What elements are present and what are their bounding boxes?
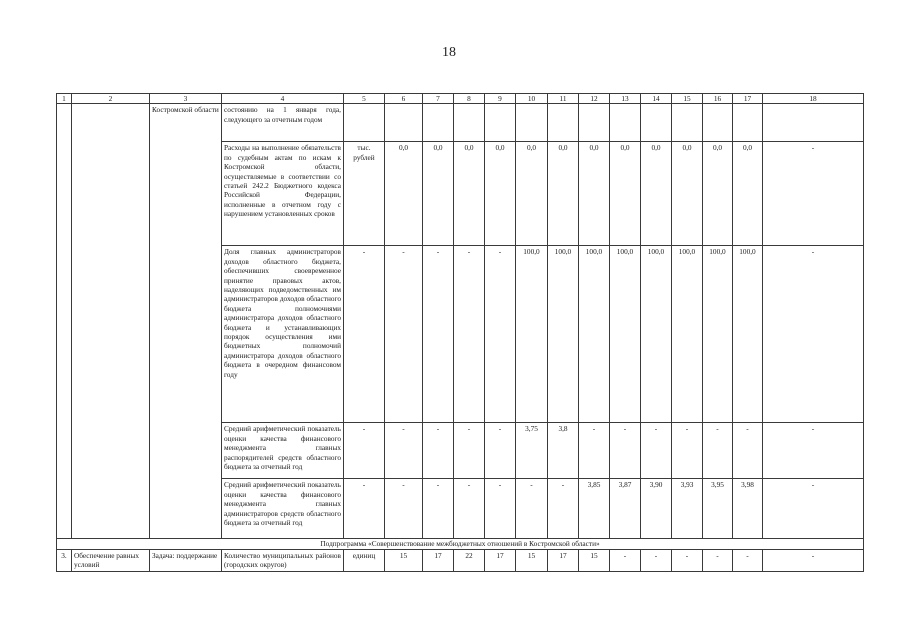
value-cell: 0,0 bbox=[733, 142, 763, 246]
header-cell: 18 bbox=[763, 94, 864, 104]
value-cell bbox=[579, 104, 610, 142]
value-cell: - bbox=[423, 423, 454, 479]
note-cell: - bbox=[763, 479, 864, 539]
value-cell bbox=[610, 104, 641, 142]
value-cell: 0,0 bbox=[672, 142, 703, 246]
value-cell bbox=[385, 104, 423, 142]
value-cell: - bbox=[516, 479, 548, 539]
indicator-name: состоянию на 1 января года, следующего за отчетным годом bbox=[222, 104, 344, 142]
header-cell: 10 bbox=[516, 94, 548, 104]
value-cell: - bbox=[548, 479, 579, 539]
value-cell bbox=[672, 104, 703, 142]
value-cell: - bbox=[385, 246, 423, 423]
value-cell: 3,90 bbox=[641, 479, 672, 539]
value-cell: - bbox=[423, 479, 454, 539]
value-cell bbox=[641, 104, 672, 142]
value-cell bbox=[548, 104, 579, 142]
value-cell: 3,75 bbox=[516, 423, 548, 479]
note-cell: - bbox=[763, 246, 864, 423]
value-cell: - bbox=[672, 549, 703, 571]
value-cell bbox=[516, 104, 548, 142]
value-cell: 3,93 bbox=[672, 479, 703, 539]
indicator-name: Количество муниципальных районов (городских округов) bbox=[222, 549, 344, 571]
value-cell: 0,0 bbox=[485, 142, 516, 246]
value-cell: 15 bbox=[516, 549, 548, 571]
note-cell: - bbox=[763, 423, 864, 479]
value-cell: 0,0 bbox=[454, 142, 485, 246]
value-cell: 3,95 bbox=[703, 479, 733, 539]
value-cell: - bbox=[641, 549, 672, 571]
header-cell: 8 bbox=[454, 94, 485, 104]
value-cell: 0,0 bbox=[579, 142, 610, 246]
header-cell: 4 bbox=[222, 94, 344, 104]
value-cell: - bbox=[703, 423, 733, 479]
header-cell: 11 bbox=[548, 94, 579, 104]
value-cell bbox=[485, 104, 516, 142]
task-cell: Костромской области bbox=[150, 104, 222, 539]
value-cell: - bbox=[385, 423, 423, 479]
value-cell: - bbox=[579, 423, 610, 479]
unit-cell: единиц bbox=[344, 549, 385, 571]
indicators-table bbox=[56, 93, 864, 572]
goal-cell bbox=[72, 104, 150, 539]
page-number: 18 bbox=[442, 45, 456, 60]
value-cell: - bbox=[703, 549, 733, 571]
header-cell: 1 bbox=[57, 94, 72, 104]
note-cell: - bbox=[763, 549, 864, 571]
value-cell: 0,0 bbox=[385, 142, 423, 246]
indicator-name: Расходы на выполнение обязательств по судебным актам по искам к Костромской области, осуществляемые в соответствии со статьей 242.2 Бюджетного кодекса Российской Федерации, исполненные в отчетном году с нарушением установленных сроков bbox=[222, 142, 344, 246]
header-cell: 6 bbox=[385, 94, 423, 104]
header-cell: 12 bbox=[579, 94, 610, 104]
value-cell: - bbox=[454, 423, 485, 479]
value-cell: 100,0 bbox=[641, 246, 672, 423]
value-cell: 15 bbox=[579, 549, 610, 571]
value-cell: - bbox=[423, 246, 454, 423]
unit-cell: - bbox=[344, 423, 385, 479]
row-number-cell: 3. bbox=[57, 549, 72, 571]
value-cell: - bbox=[672, 423, 703, 479]
value-cell: 0,0 bbox=[641, 142, 672, 246]
value-cell: - bbox=[610, 549, 641, 571]
header-cell: 5 bbox=[344, 94, 385, 104]
value-cell: - bbox=[454, 479, 485, 539]
value-cell bbox=[703, 104, 733, 142]
unit-cell bbox=[344, 104, 385, 142]
value-cell bbox=[423, 104, 454, 142]
task-cell: Задача: поддержание bbox=[150, 549, 222, 571]
value-cell: - bbox=[733, 423, 763, 479]
unit-cell: - bbox=[344, 479, 385, 539]
value-cell: - bbox=[485, 479, 516, 539]
value-cell: 100,0 bbox=[548, 246, 579, 423]
header-cell: 17 bbox=[733, 94, 763, 104]
header-cell: 3 bbox=[150, 94, 222, 104]
value-cell: - bbox=[733, 549, 763, 571]
value-cell: 100,0 bbox=[703, 246, 733, 423]
value-cell: 15 bbox=[385, 549, 423, 571]
value-cell: 0,0 bbox=[703, 142, 733, 246]
table-row bbox=[57, 549, 864, 571]
value-cell: - bbox=[385, 479, 423, 539]
value-cell: - bbox=[485, 246, 516, 423]
header-row bbox=[57, 94, 864, 104]
value-cell: 17 bbox=[423, 549, 454, 571]
value-cell: 100,0 bbox=[579, 246, 610, 423]
value-cell bbox=[454, 104, 485, 142]
value-cell: 17 bbox=[485, 549, 516, 571]
note-cell: - bbox=[763, 142, 864, 246]
goal-cell: Обеспечение равных условий bbox=[72, 549, 150, 571]
subprogram-row bbox=[57, 539, 864, 549]
value-cell: - bbox=[610, 423, 641, 479]
value-cell: 100,0 bbox=[672, 246, 703, 423]
value-cell: 22 bbox=[454, 549, 485, 571]
table-row bbox=[57, 104, 864, 142]
header-cell: 13 bbox=[610, 94, 641, 104]
header-cell: 9 bbox=[485, 94, 516, 104]
unit-cell: - bbox=[344, 246, 385, 423]
subprogram-title: Подпрограмма «Совершенствование межбюджетных отношений в Костромской области» bbox=[57, 539, 864, 549]
indicator-name: Доля главных администраторов доходов областного бюджета, обеспечивших своевременное принятие правовых актов, наделяющих подведомственных им администраторов доходов областного бюджета полномочиями администратора доходов областного бюджета и устанавливающих порядок осуществления ими бюджетных полномочий администратора доходов областного бюджета в очередном финансовом году bbox=[222, 246, 344, 423]
value-cell: 17 bbox=[548, 549, 579, 571]
value-cell: 0,0 bbox=[423, 142, 454, 246]
value-cell: 3,98 bbox=[733, 479, 763, 539]
value-cell: 3,8 bbox=[548, 423, 579, 479]
header-cell: 15 bbox=[672, 94, 703, 104]
value-cell: 0,0 bbox=[610, 142, 641, 246]
value-cell: - bbox=[641, 423, 672, 479]
value-cell: 100,0 bbox=[610, 246, 641, 423]
value-cell: - bbox=[485, 423, 516, 479]
unit-cell: тыс. рублей bbox=[344, 142, 385, 246]
value-cell: 100,0 bbox=[516, 246, 548, 423]
value-cell bbox=[733, 104, 763, 142]
indicator-name: Средний арифметический показатель оценки качества финансового менеджмента главных администраторов средств областного бюджета за отчетный год bbox=[222, 479, 344, 539]
row-number-cell bbox=[57, 104, 72, 539]
value-cell: 3,87 bbox=[610, 479, 641, 539]
value-cell: 0,0 bbox=[548, 142, 579, 246]
value-cell: 3,85 bbox=[579, 479, 610, 539]
header-cell: 14 bbox=[641, 94, 672, 104]
value-cell: 100,0 bbox=[733, 246, 763, 423]
header-cell: 2 bbox=[72, 94, 150, 104]
value-cell: - bbox=[454, 246, 485, 423]
header-cell: 16 bbox=[703, 94, 733, 104]
indicator-name: Средний арифметический показатель оценки качества финансового менеджмента главных распорядителей средств областного бюджета за отчетный год bbox=[222, 423, 344, 479]
header-cell: 7 bbox=[423, 94, 454, 104]
note-cell bbox=[763, 104, 864, 142]
value-cell: 0,0 bbox=[516, 142, 548, 246]
